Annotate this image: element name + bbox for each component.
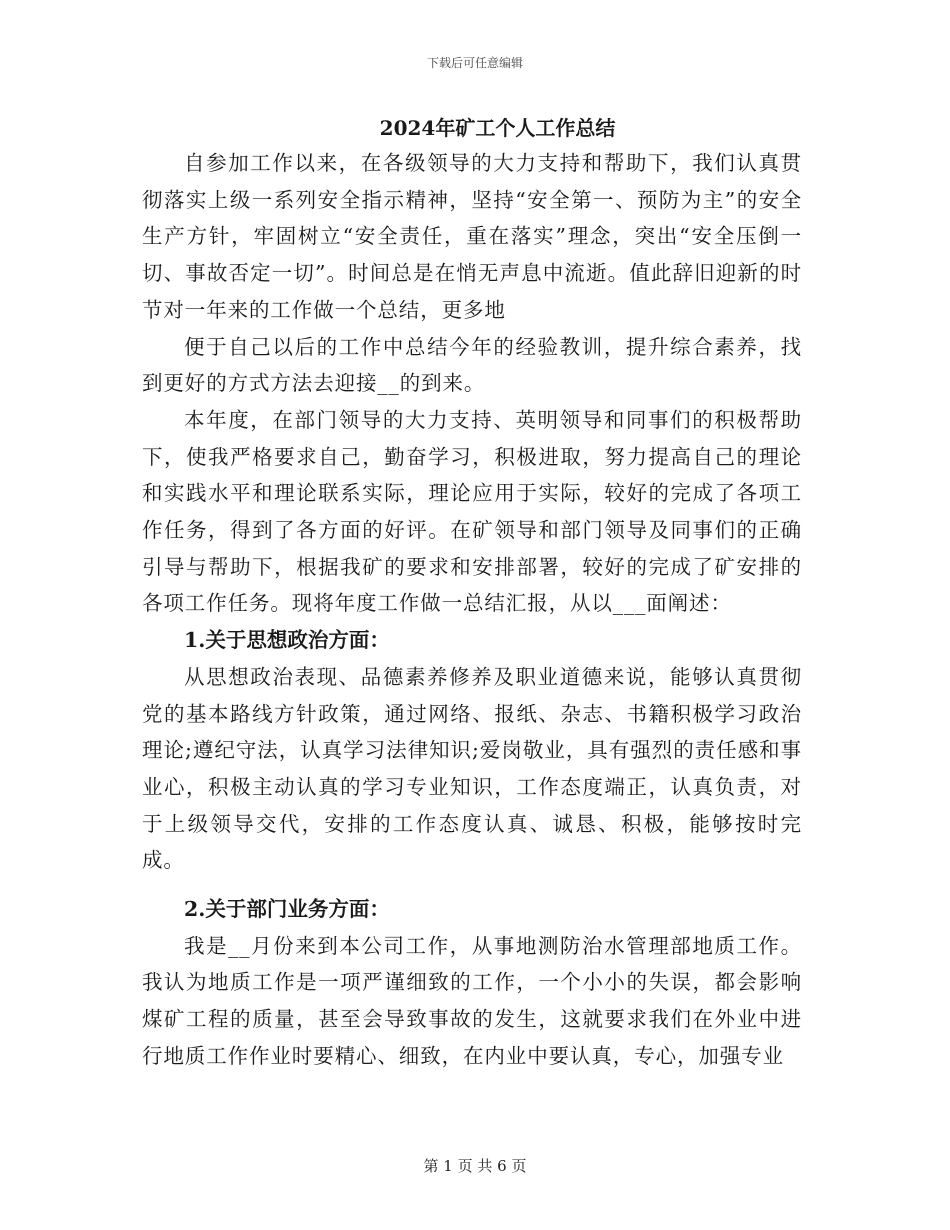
document-body <box>142 145 802 1075</box>
page-number: 第 1 页 共 6 页 <box>423 1157 527 1175</box>
paragraph-continuation: 便于自己以后的工作中总结今年的经验教训，提升综合素养，找到更好的方式方法去迎接__的到来。 <box>142 334 802 396</box>
document-title: 2024年矿工个人工作总结 <box>379 116 616 140</box>
paragraph-intro: 自参加工作以来，在各级领导的大力支持和帮助下，我们认真贯彻落实上级一系列安全指示精神，坚持“安全第一、预防为主”的安全生产方针，牢固树立“安全责任，重在落实”理念，突出“安全压倒一切、事故否定一切”。时间总是在悄无声息中流逝。值此辞旧迎新的时节对一年来的工作做一个总结，更多地 <box>142 151 802 322</box>
header-note: 下载后可任意编辑 <box>426 56 523 70</box>
section-body-political: 从思想政治表现、品德素养修养及职业道德来说，能够认真贯彻党的基本路线方针政策，通过网络、报纸、杂志、书籍积极学习政治理论;遵纪守法，认真学习法律知识;爱岗敬业，具有强烈的责任感和事业心，积极主动认真的学习专业知识，工作态度端正，认真负责，对于上级领导交代，安排的工作态度认真、诚恳、积极，能够按时完成。 <box>142 664 802 873</box>
paragraph-annual-summary: 本年度，在部门领导的大力支持、英明领导和同事们的积极帮助下，使我严格要求自己，勤奋学习，积极进取，努力提高自己的理论和实践水平和理论联系实际，理论应用于实际，较好的完成了各项工作任务，得到了各方面的好评。在矿领导和部门领导及同事们的正确引导与帮助下，根据我矿的要求和安排部署，较好的完成了矿安排的各项工作任务。现将年度工作做一总结汇报，从以___面阐述： <box>142 407 802 616</box>
section-heading-business: 2.关于部门业务方面： <box>184 897 390 922</box>
section-heading-political: 1.关于思想政治方面： <box>184 628 390 653</box>
section-spacer <box>142 879 802 891</box>
section-body-business: 我是__月份来到本公司工作，从事地测防治水管理部地质工作。我认为地质工作是一项严谨细致的工作，一个小小的失误，都会影响煤矿工程的质量，甚至会导致事故的发生，这就要求我们在外业中进行地质工作作业时要精心、细致，在内业中要认真，专心，加强专业 <box>142 933 802 1068</box>
